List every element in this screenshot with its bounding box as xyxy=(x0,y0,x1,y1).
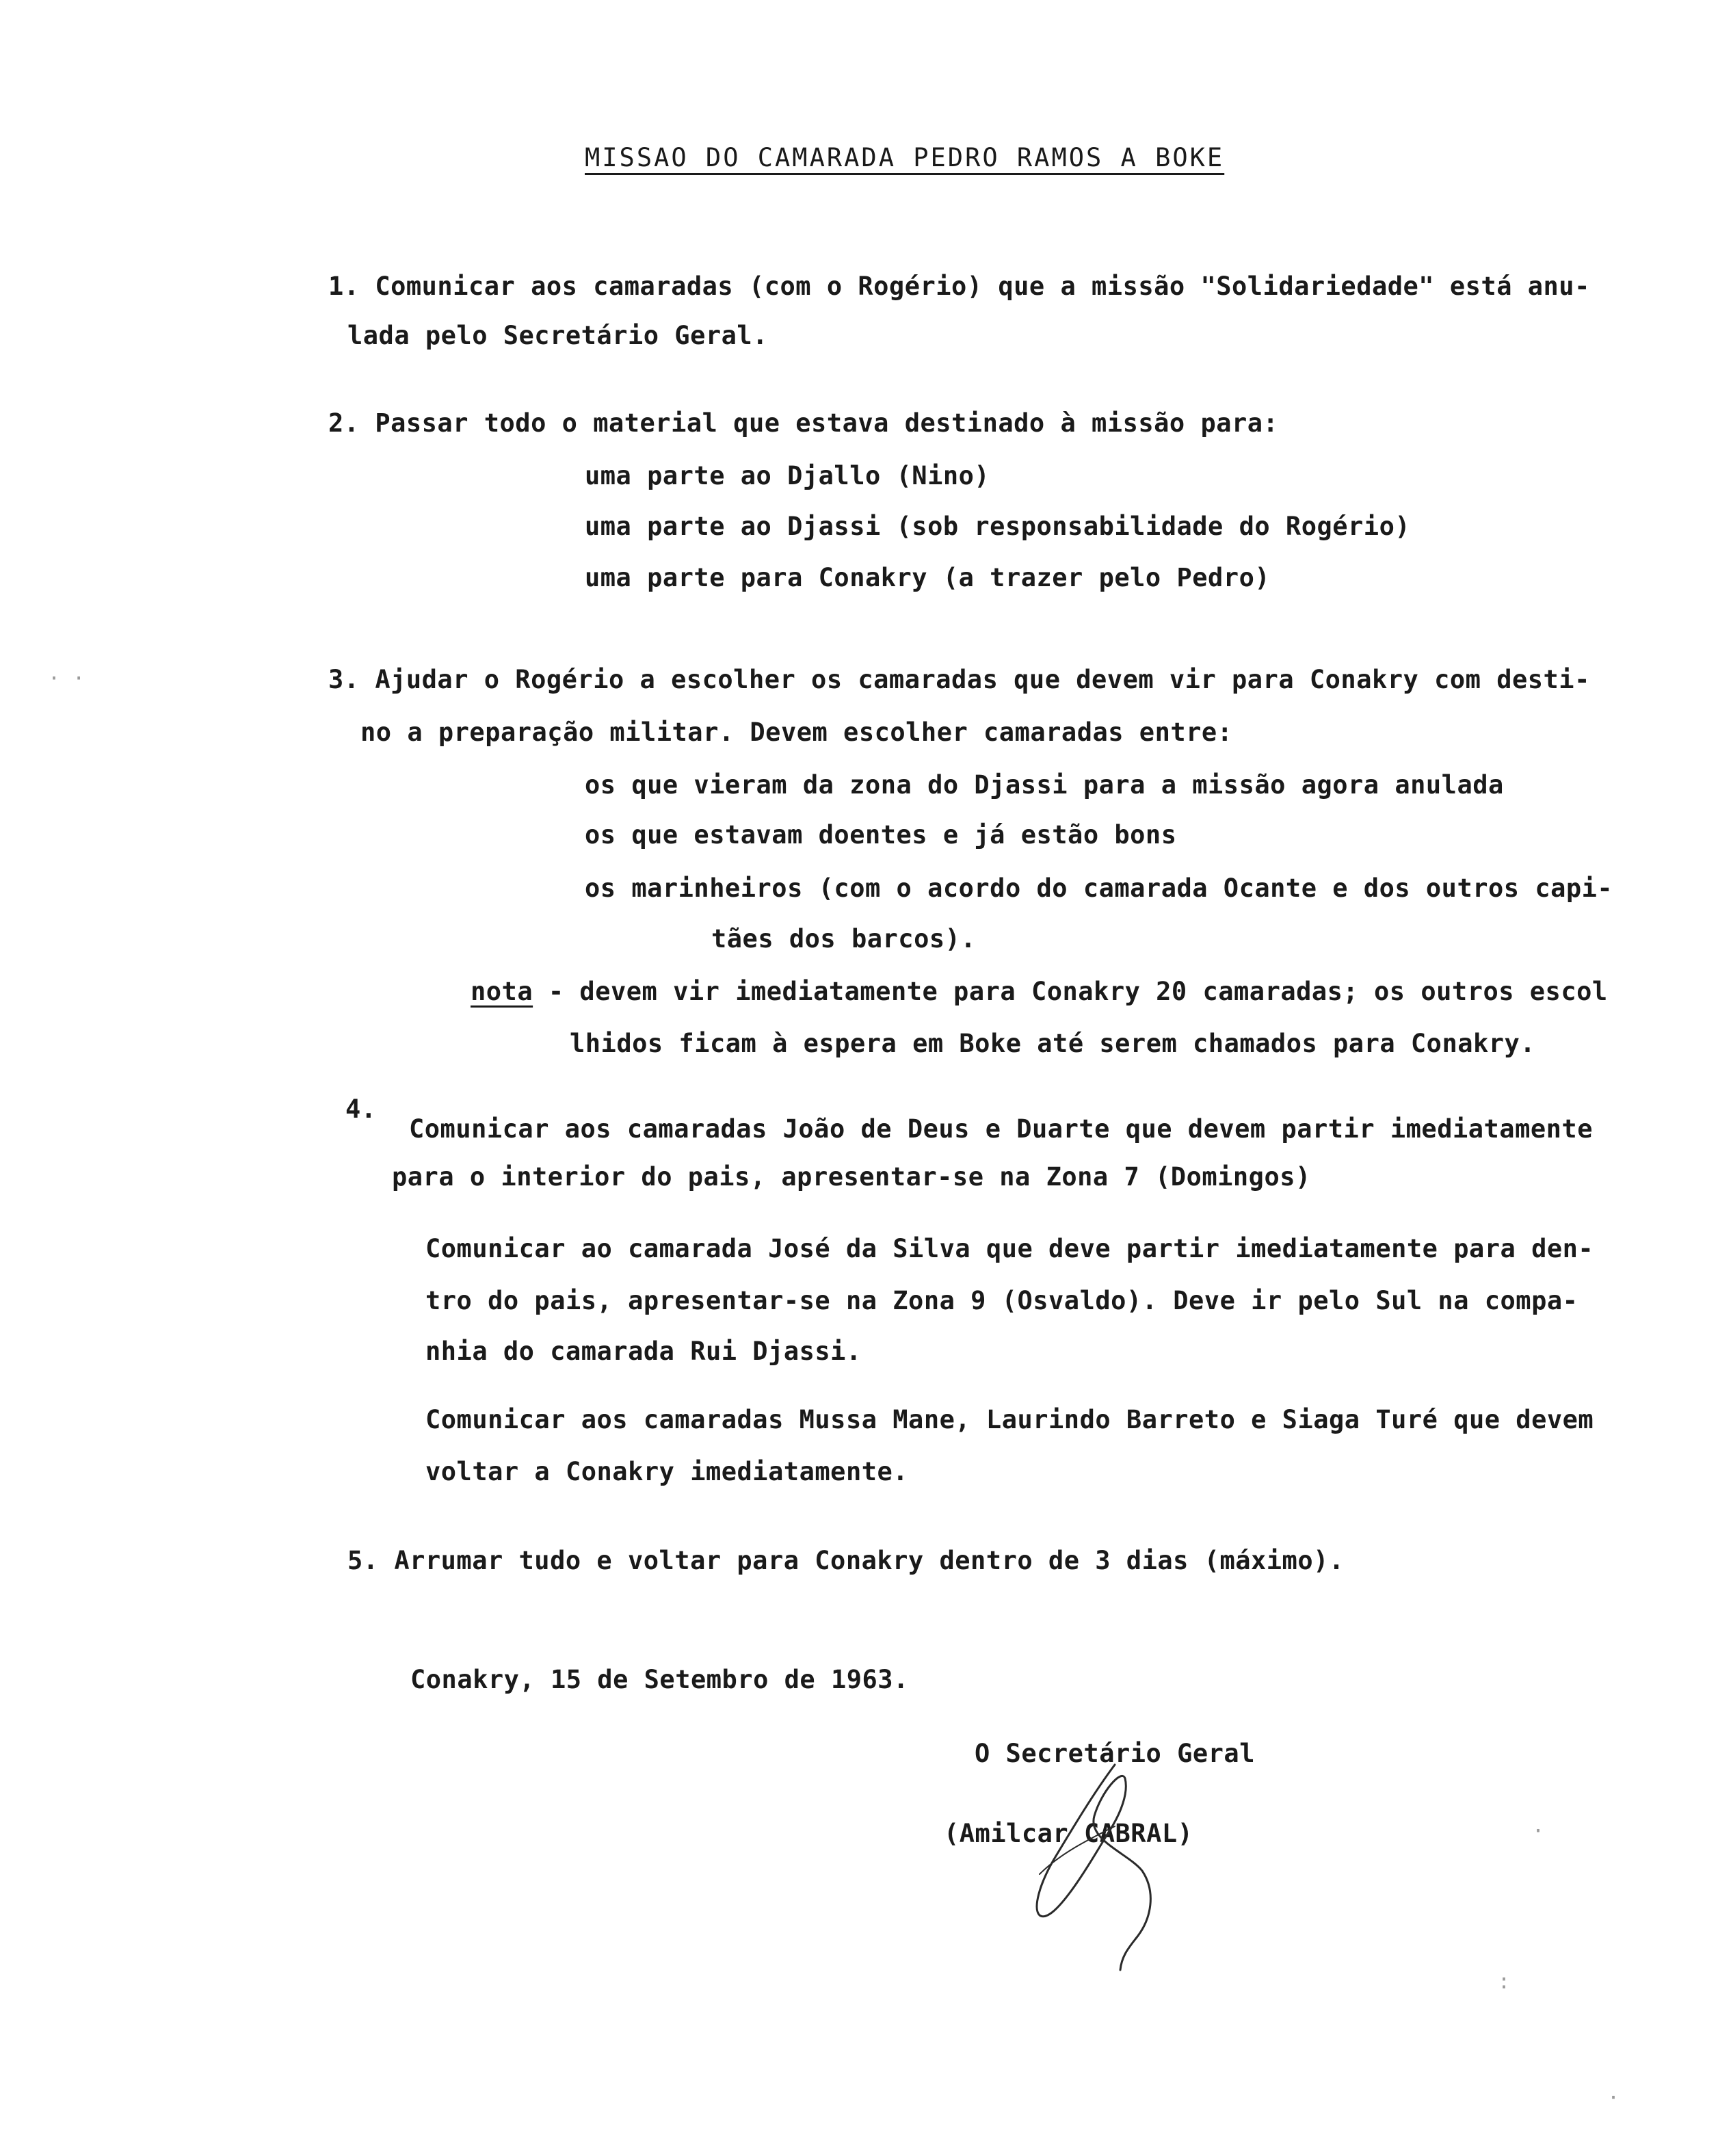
item-1-line-1: 1. Comunicar aos camaradas (com o Rogério) que a missão "Solidariedade" está anu- xyxy=(328,272,1590,301)
item-4-p3-line-2: voltar a Conakry imediatamente. xyxy=(425,1457,909,1486)
scan-speck: : xyxy=(1498,1970,1511,1994)
scan-speck: · · xyxy=(48,667,85,691)
item-3-line-1: 3. Ajudar o Rogério a escolher os camaradas que devem vir para Conakry com desti- xyxy=(328,665,1590,694)
note-line-1: - devem vir imediatamente para Conakry 20 camaradas; os outros escol xyxy=(533,977,1608,1006)
item-4-p2-line-3: nhia do camarada Rui Djassi. xyxy=(425,1337,862,1366)
item-1-line-2: lada pelo Secretário Geral. xyxy=(347,321,768,350)
item-3-group-2: os que estavam doentes e já estão bons xyxy=(585,820,1177,850)
document-title: MISSAO DO CAMARADA PEDRO RAMOS A BOKE xyxy=(585,143,1225,172)
item-2-part-2: uma parte ao Djassi (sob responsabilidade do Rogério) xyxy=(585,512,1411,541)
handwritten-signature xyxy=(1012,1751,1190,1977)
item-2-part-3: uma parte para Conakry (a trazer pelo Pedro) xyxy=(585,563,1271,592)
scan-speck: · xyxy=(1532,1819,1545,1843)
item-4-p1-line-2: para o interior do pais, apresentar-se na Zona 7 (Domingos) xyxy=(392,1162,1311,1192)
item-3-note xyxy=(471,979,1608,1004)
item-3-group-3: os marinheiros (com o acordo do camarada Ocante e dos outros capi- xyxy=(585,873,1613,903)
item-4-p2-line-2: tro do pais, apresentar-se na Zona 9 (Osvaldo). Deve ir pelo Sul na compa- xyxy=(425,1286,1578,1315)
signer-title: O Secretário Geral xyxy=(975,1739,1255,1768)
item-4-p1-line-1: Comunicar aos camaradas João de Deus e Duarte que devem partir imediatamente xyxy=(409,1114,1593,1144)
signer-name: (Amilcar CABRAL) xyxy=(944,1819,1193,1848)
item-3-note-line-2: lhidos ficam à espera em Boke até serem chamados para Conakry. xyxy=(570,1029,1536,1058)
item-5: 5. Arrumar tudo e voltar para Conakry dentro de 3 dias (máximo). xyxy=(347,1546,1345,1575)
dateline: Conakry, 15 de Setembro de 1963. xyxy=(410,1665,909,1694)
item-4-p2-line-1: Comunicar ao camarada José da Silva que deve partir imediatamente para den- xyxy=(425,1234,1594,1263)
item-4-number: 4. xyxy=(345,1094,377,1124)
note-label: nota xyxy=(471,977,533,1006)
item-2-part-1: uma parte ao Djallo (Nino) xyxy=(585,461,990,490)
item-3-line-2: no a preparação militar. Devem escolher camaradas entre: xyxy=(360,718,1233,747)
scan-speck: · xyxy=(1607,2086,1620,2110)
item-3-group-3-cont: tães dos barcos). xyxy=(711,924,977,954)
item-2-intro: 2. Passar todo o material que estava destinado à missão para: xyxy=(328,408,1279,438)
item-3-group-1: os que vieram da zona do Djassi para a missão agora anulada xyxy=(585,770,1504,800)
item-4-p3-line-1: Comunicar aos camaradas Mussa Mane, Laurindo Barreto e Siaga Turé que devem xyxy=(425,1405,1594,1434)
